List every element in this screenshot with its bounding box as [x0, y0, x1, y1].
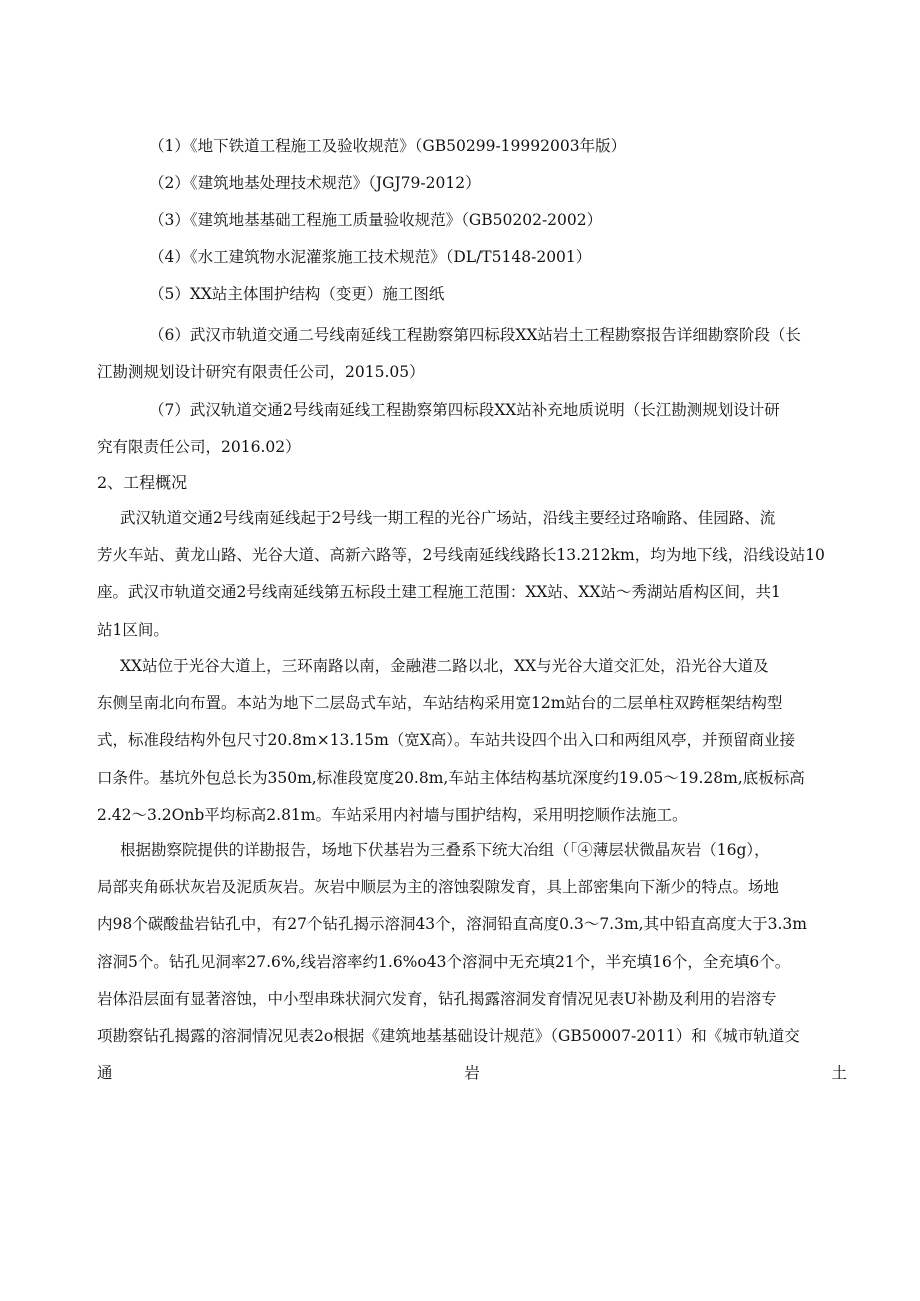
paragraph-line: 口条件。基坑外包总长为350m,标准段宽度20.8m,车站主体结构基坑深度约19.05～19.28m,底板标高: [97, 768, 805, 787]
paragraph-line: 2.42～3.2Onb平均标高2.81m。车站采用内衬墙与围护结构，采用明挖顺作法施工。: [97, 805, 688, 824]
paragraph-line: 芳火车站、黄龙山路、光谷大道、高新六路等，2号线南延线线路长13.212km，均为地下线，沿线设站10: [97, 546, 825, 565]
paragraph-geology: [97, 832, 861, 1092]
reference-item-1: （1）《地下铁道工程施工及验收规范》（GB50299-19992003年版）: [149, 137, 627, 155]
paragraph-line: XX站位于光谷大道上，三环南路以南，金融港二路以北，XX与光谷大道交汇处，沿光谷大道及: [120, 657, 769, 675]
paragraph-line: 项勘察钻孔揭露的溶洞情况见表2o根据《建筑地基基础设计规范》（GB50007-2011）和《城市轨道交: [97, 1027, 800, 1046]
spread-char: 通: [97, 1064, 113, 1083]
reference-item-7: [97, 392, 861, 466]
paragraph-station: [97, 648, 861, 834]
reference-item-7-line-1: （7）武汉轨道交通2号线南延线工程勘察第四标段XX站补充地质说明（长江勘测规划设计研: [149, 401, 780, 419]
paragraph-line: 座。武汉市轨道交通2号线南延线第五标段土建工程施工范围：XX站、XX站～秀湖站盾构区间，共1: [97, 583, 781, 602]
reference-item-6-line-2: 江勘测规划设计研究有限责任公司，2015.05）: [97, 363, 425, 381]
reference-item-4: （4）《水工建筑物水泥灌浆施工技术规范》（DL/T5148-2001）: [149, 248, 592, 266]
paragraph-line: 东侧呈南北向布置。本站为地下二层岛式车站，车站结构采用宽12m站台的二层单柱双跨框架结构型: [97, 694, 783, 713]
section-heading: 2、工程概况: [97, 473, 188, 492]
reference-item-2: （2）《建筑地基处理技术规范》（JGJ79-2012）: [149, 174, 481, 192]
spread-char: 土: [831, 1064, 847, 1083]
paragraph-line: 式，标准段结构外包尺寸20.8m×13.15m（宽X高）。车站共设四个出入口和两组风亭，并预留商业接: [97, 731, 796, 750]
paragraph-line: 局部夹角砾状灰岩及泥质灰岩。灰岩中顺层为主的溶蚀裂隙发育，具上部密集向下渐少的特点。场地: [97, 878, 780, 897]
reference-item-6: [97, 317, 861, 391]
paragraph-line: 溶洞5个。钻孔见洞率27.6%,线岩溶率约1.6%o43个溶洞中无充填21个，半充填16个，全充填6个。: [97, 952, 791, 971]
paragraph-line: 根据勘察院提供的详勘报告，场地下伏基岩为三叠系下统大冶组（「④薄层状微晶灰岩（16g），: [120, 841, 770, 859]
paragraph-last-line: [97, 1055, 847, 1092]
spread-char: 岩: [464, 1064, 480, 1083]
paragraph-line: 站1区间。: [97, 620, 169, 639]
reference-item-3: （3）《建筑地基基础工程施工质量验收规范》（GB50202-2002）: [149, 211, 603, 229]
reference-item-7-line-2: 究有限责任公司，2016.02）: [97, 438, 301, 456]
reference-item-5: （5）XX站主体围护结构（变更）施工图纸: [149, 285, 445, 303]
paragraph-overview: [97, 500, 861, 649]
paragraph-line: 岩体沿层面有显著溶蚀，中小型串珠状洞穴发育，钻孔揭露溶洞发育情况见表U补勘及利用的岩溶专: [97, 989, 777, 1008]
reference-item-6-line-1: （6）武汉市轨道交通二号线南延线工程勘察第四标段XX站岩土工程勘察报告详细勘察阶段（长: [149, 326, 801, 344]
paragraph-line: 内98个碳酸盐岩钻孔中，有27个钻孔揭示溶洞43个，溶洞铅直高度0.3～7.3m,其中铅直高度大于3.3m: [97, 915, 807, 934]
paragraph-line: 武汉轨道交通2号线南延线起于2号线一期工程的光谷广场站，沿线主要经过珞喻路、佳园路、流: [120, 509, 776, 527]
